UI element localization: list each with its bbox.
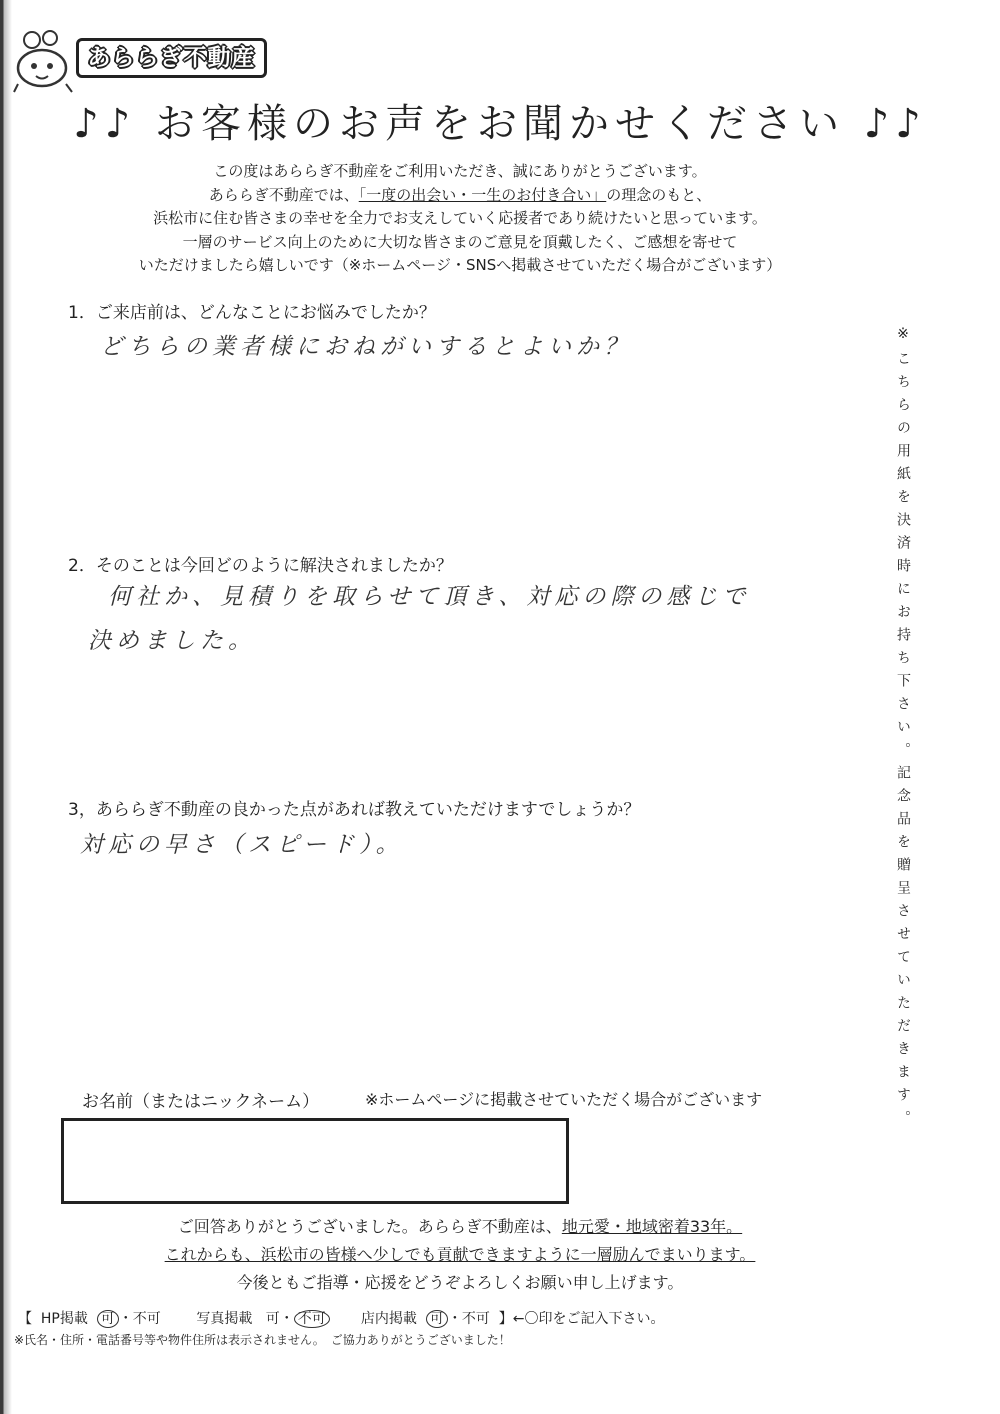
page-title: ♪♪ お客様のお声をお聞かせください ♪♪: [73, 101, 927, 147]
intro-line: 浜松市に住む皆さまの幸せを全力でお支えしていく応援者であり続けたいと思っています。: [153, 209, 767, 227]
name-label: お名前（またはニックネーム）: [82, 1092, 320, 1112]
photo-no-option[interactable]: 不可: [294, 1310, 330, 1328]
logo-text: あららぎ不動産: [76, 38, 267, 78]
footnote: ※氏名・住所・電話番号等や物件住所は表示されません。 ご協力ありがとうございました！: [14, 1333, 511, 1347]
store-no-option[interactable]: 不可: [461, 1311, 490, 1327]
hp-yes-option[interactable]: 可: [97, 1310, 119, 1328]
answer-2-line1: 何社か、見積りを取らせて頂き、対応の際の感じで: [108, 584, 751, 610]
intro-line: 一層のサービス向上のために大切な皆さまのご意見を頂戴したく、ご感想を寄せて: [182, 232, 738, 251]
answer-1-text: どちらの業者様におねがいするとよいか？: [100, 334, 632, 360]
side-note: ※こちらの用紙を決済時にお持ち下さい。記念品を贈呈させていただきます。: [895, 326, 911, 1133]
question-2-label: 2．そのことは今回どのように解決されましたか？: [68, 556, 453, 576]
question-3-label: 3，あららぎ不動産の良かった点があれば教えていただけますでしょうか？: [68, 800, 641, 820]
intro-text: [80, 160, 840, 278]
thanks-line: これからも、浜松市の皆様へ少しでも貢献できますように一層励んでまいります。: [164, 1245, 756, 1264]
intro-line: いただけましたら嬉しいです（※ホームページ・SNSへ掲載させていただく場合がございます）: [138, 256, 782, 274]
mascot-icon: [10, 26, 80, 94]
publication-permissions: 【 HP掲載 可 ・不可 写真掲載 可・ 不可 店内掲載 可 ・不可 】←〇印をご記入下さい。: [18, 1311, 665, 1327]
intro-line: この度はあららぎ不動産をご利用いただき、誠にありがとうございます。: [213, 162, 707, 180]
name-field[interactable]: [61, 1118, 569, 1204]
store-yes-option[interactable]: 可: [426, 1310, 448, 1328]
photo-yes-option[interactable]: 可: [265, 1311, 280, 1327]
thanks-text: [60, 1213, 860, 1297]
thanks-line: ご回答ありがとうございました。あららぎ不動産は、地元愛・地域密着33年。: [177, 1217, 743, 1236]
answer-3-text: 対応の早さ（スピード）。: [80, 832, 404, 858]
intro-line: あららぎ不動産では、「一度の出会い・一生のお付き合い」の理念のもと、: [208, 185, 712, 204]
company-logo: [10, 26, 265, 94]
answer-2-line2: 決めました。: [88, 628, 256, 654]
scan-edge: [0, 0, 12, 1414]
thanks-line: 今後ともご指導・応援をどうぞよろしくお願い申し上げます。: [236, 1273, 684, 1292]
hp-no-option[interactable]: 不可: [132, 1311, 161, 1327]
question-1-label: 1．ご来店前は、どんなことにお悩みでしたか？: [68, 303, 436, 323]
name-note: ※ホームページに掲載させていただく場合がございます: [365, 1090, 763, 1109]
